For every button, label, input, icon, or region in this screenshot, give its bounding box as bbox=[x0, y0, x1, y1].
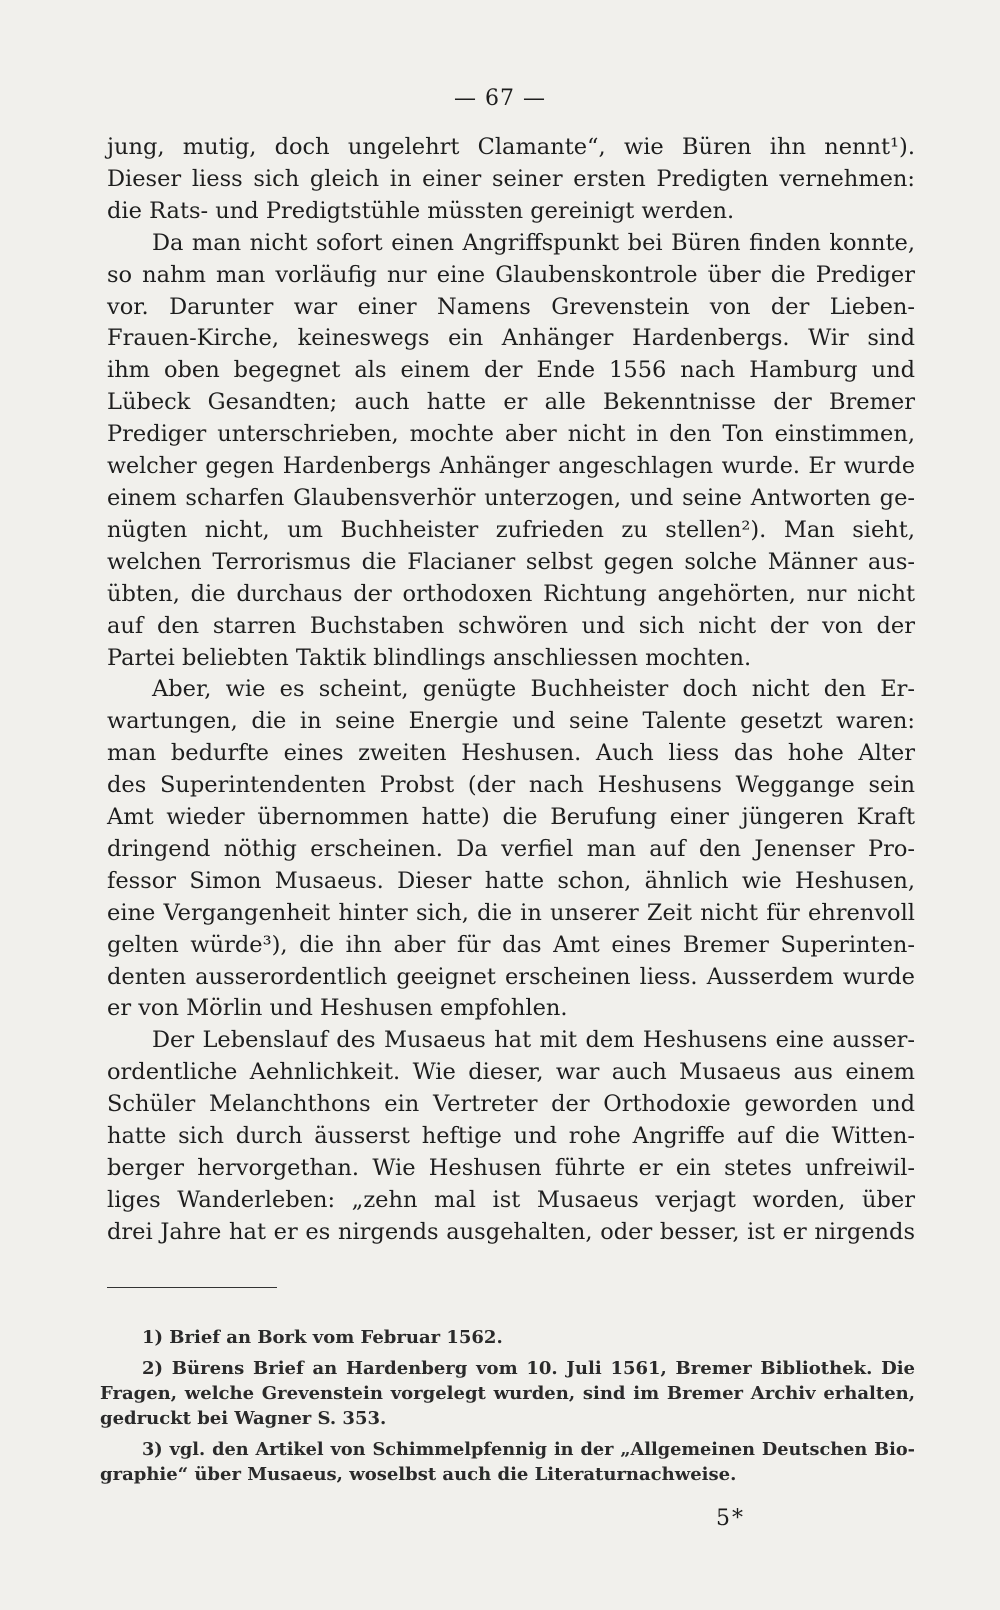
text-line: jung, mutig, doch ungelehrt Clamante“, wie Büren ihn nennt¹). bbox=[107, 134, 915, 160]
body-text bbox=[107, 132, 915, 1249]
text-line: dringend nöthig erscheinen. Da verfiel man auf den Jenenser Pro- bbox=[107, 835, 915, 862]
text-line: ihm oben begegnet als einem der Ende 1556 nach Hamburg und bbox=[107, 357, 915, 384]
text-line: so nahm man vorläufig nur eine Glaubenskontrole über die Prediger bbox=[107, 261, 915, 288]
text-line: Der Lebenslauf des Musaeus hat mit dem Heshusens eine ausser- bbox=[152, 1027, 915, 1054]
text-line: welchen Terrorismus die Flacianer selbst gegen solche Männer aus- bbox=[107, 548, 915, 575]
text-line: berger hervorgethan. Wie Heshusen führte er ein stetes unfreiwil- bbox=[107, 1155, 915, 1181]
paragraph bbox=[107, 132, 915, 228]
text-line: Da man nicht sofort einen Angriffspunkt bei Büren finden konnte, bbox=[152, 229, 915, 256]
footnote-line: Fragen, welche Grevenstein vorgelegt wurden, sind im Bremer Archiv erhalten, bbox=[100, 1383, 915, 1404]
text-line: Dieser liess sich gleich in einer seiner ersten Predigten vernehmen: bbox=[107, 165, 915, 192]
footnote-line: graphie“ über Musaeus, woselbst auch die Literaturnachweise. bbox=[100, 1464, 737, 1485]
paragraph bbox=[107, 674, 915, 1025]
text-line: ordentliche Aehnlichkeit. Wie dieser, war auch Musaeus aus einem bbox=[107, 1059, 915, 1086]
footnote-3 bbox=[100, 1437, 915, 1487]
text-line: wartungen, die in seine Energie und seine Talente gesetzt waren: bbox=[107, 708, 915, 735]
text-line: Frauen-Kirche, keineswegs ein Anhänger Hardenbergs. Wir sind bbox=[107, 325, 915, 352]
text-line: er von Mörlin und Heshusen empfohlen. bbox=[107, 995, 568, 1022]
text-line: vor. Darunter war einer Namens Grevenstein von der Lieben- bbox=[107, 293, 915, 320]
text-line: übten, die durchaus der orthodoxen Richtung angehörten, nur nicht bbox=[107, 580, 915, 607]
text-line: hatte sich durch äusserst heftige und rohe Angriffe auf die Witten- bbox=[107, 1123, 915, 1150]
text-line: die Rats- und Predigtstühle müssten gereinigt werden. bbox=[107, 197, 735, 224]
footnote-line: gedruckt bei Wagner S. 353. bbox=[100, 1408, 387, 1429]
text-line: fessor Simon Musaeus. Dieser hatte schon, ähnlich wie Heshusen, bbox=[107, 867, 915, 894]
page-number: — 67 — bbox=[454, 86, 546, 111]
signature-mark: 5* bbox=[716, 1506, 745, 1531]
footnote-divider bbox=[107, 1287, 277, 1288]
text-line: auf den starren Buchstaben schwören und sich nicht der von der bbox=[107, 612, 915, 639]
text-line: welcher gegen Hardenbergs Anhänger angeschlagen wurde. Er wurde bbox=[107, 453, 915, 480]
text-line: Aber, wie es scheint, genügte Buchheister doch nicht den Er- bbox=[152, 676, 915, 703]
text-line: denten ausserordentlich geeignet erscheinen liess. Ausserdem wurde bbox=[107, 963, 915, 990]
footnote-1 bbox=[100, 1325, 915, 1350]
text-line: man bedurfte eines zweiten Heshusen. Auch liess das hohe Alter bbox=[107, 740, 915, 767]
footnote-line: 1) Brief an Bork vom Februar 1562. bbox=[142, 1327, 503, 1348]
text-line: Lübeck Gesandten; auch hatte er alle Bekenntnisse der Bremer bbox=[107, 389, 915, 416]
paragraph bbox=[107, 228, 915, 675]
text-line: Schüler Melanchthons ein Vertreter der Orthodoxie geworden und bbox=[107, 1091, 915, 1118]
paragraph bbox=[107, 1025, 915, 1248]
footnotes bbox=[100, 1325, 915, 1493]
footnote-line: 2) Bürens Brief an Hardenberg vom 10. Juli 1561, Bremer Bibliothek. Die bbox=[142, 1358, 915, 1379]
text-line: gelten würde³), die ihn aber für das Amt eines Bremer Superinten- bbox=[107, 931, 915, 958]
text-line: eine Vergangenheit hinter sich, die in unserer Zeit nicht für ehrenvoll bbox=[107, 899, 915, 926]
footnote-line: 3) vgl. den Artikel von Schimmelpfennig in der „Allgemeinen Deutschen Bio- bbox=[142, 1439, 915, 1460]
text-line: einem scharfen Glaubensverhör unterzogen, und seine Antworten ge- bbox=[107, 484, 915, 511]
footnote-2 bbox=[100, 1356, 915, 1431]
text-line: Partei beliebten Taktik blindlings anschliessen mochten. bbox=[107, 644, 752, 671]
text-line: Amt wieder übernommen hatte) die Berufung einer jüngeren Kraft bbox=[107, 804, 915, 831]
text-line: liges Wanderleben: „zehn mal ist Musaeus verjagt worden, über bbox=[107, 1186, 915, 1213]
text-line: drei Jahre hat er es nirgends ausgehalten, oder besser, ist er nirgends bbox=[107, 1218, 915, 1245]
text-line: Prediger unterschrieben, mochte aber nicht in den Ton einstimmen, bbox=[107, 421, 915, 448]
text-line: des Superintendenten Probst (der nach Heshusens Weggange sein bbox=[107, 772, 915, 799]
text-line: nügten nicht, um Buchheister zufrieden zu stellen²). Man sieht, bbox=[107, 516, 915, 543]
